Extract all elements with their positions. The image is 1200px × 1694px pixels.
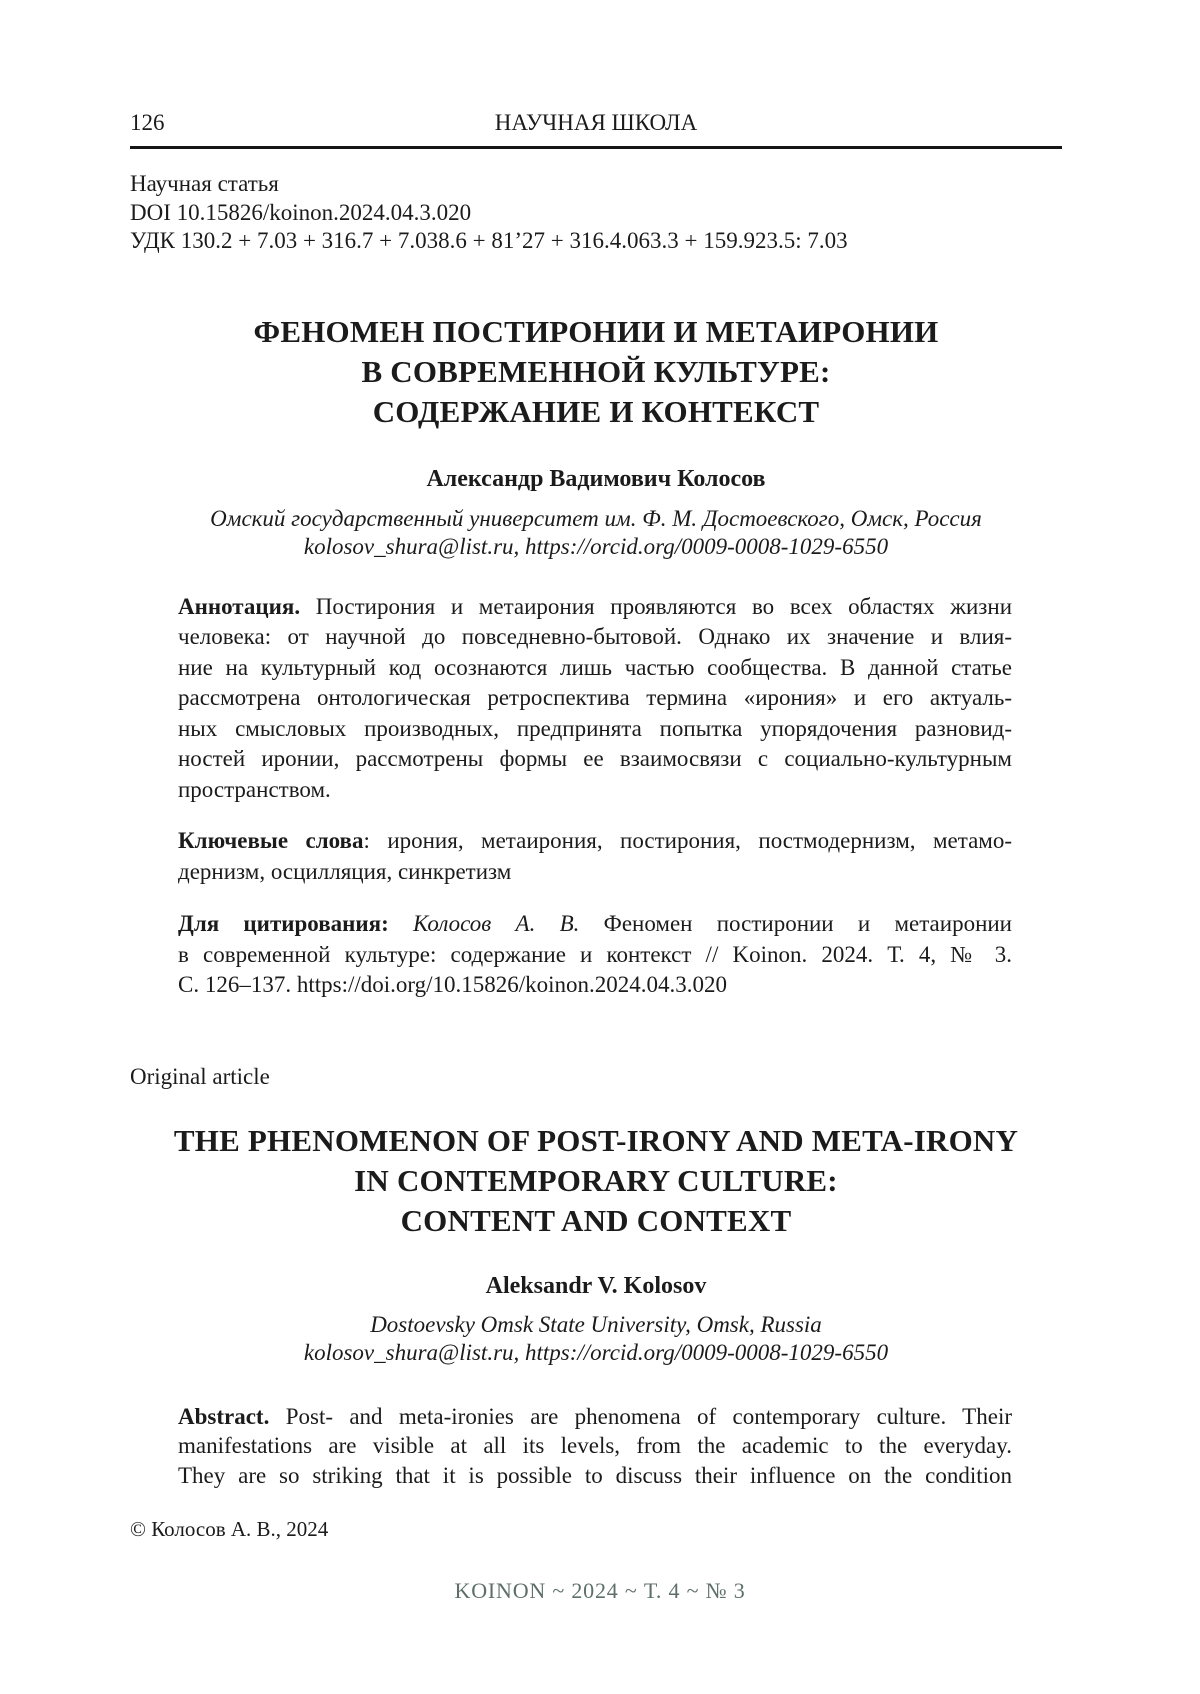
- header-rule: [130, 146, 1062, 149]
- author-ru: Александр Вадимович Колосов: [426, 465, 766, 492]
- title-en: [130, 1121, 1062, 1241]
- title-ru-line-3: СОДЕРЖАНИЕ И КОНТЕКСТ: [372, 393, 820, 429]
- contact-ru: kolosov_shura@list.ru, https://orcid.org/0009-0008-1029-6550: [303, 534, 889, 559]
- copyright-line: © Колосов А. В., 2024: [130, 1517, 329, 1541]
- article-meta: [130, 170, 1062, 256]
- affiliation-ru: Омский государственный университет им. Ф. М. Достоевского, Омск, Россия: [210, 505, 982, 531]
- title-en-line-1: THE PHENOMENON OF POST-IRONY AND META-IRONY: [173, 1122, 1019, 1158]
- running-head: НАУЧНАЯ ШКОЛА: [494, 110, 698, 135]
- abstract-en: [178, 1402, 1012, 1491]
- affiliation-block-en: [130, 1311, 1062, 1368]
- title-ru-line-2: В СОВРЕМЕННОЙ КУЛЬТУРЕ:: [361, 353, 831, 389]
- running-header: [130, 108, 1062, 138]
- title-en-line-3: CONTENT AND CONTEXT: [400, 1202, 792, 1238]
- abstract-label-en: Abstract.: [178, 1403, 270, 1429]
- affiliation-block-ru: [130, 505, 1062, 562]
- affiliation-en: Dostoevsky Omsk State University, Omsk, Russia: [370, 1311, 822, 1337]
- page-number: 126: [130, 110, 165, 135]
- abstract-ru-line: ных смысловых производных, предпринята попытка упорядочения разновид-: [178, 715, 1012, 741]
- citation-author-names: Колосов А. В.: [388, 911, 580, 936]
- doi-line: DOI 10.15826/koinon.2024.04.3.020: [130, 199, 472, 225]
- citation-ru-line: в современной культуре: содержание и контекст // Koinon. 2024. Т. 4, № 3.: [178, 941, 1012, 967]
- abstract-ru: [178, 592, 1012, 806]
- keywords-label-ru: Ключевые слова: [178, 828, 364, 853]
- journal-footer: KOINON ~ 2024 ~ Т. 4 ~ № 3: [454, 1578, 746, 1603]
- udk-line: УДК 130.2 + 7.03 + 316.7 + 7.038.6 + 81’27 + 316.4.063.3 + 159.923.5: 7.03: [130, 228, 848, 253]
- abstract-ru-line: ние на культурный код осознаются лишь частью сообщества. В данной статье: [178, 654, 1012, 680]
- abstract-en-line: They are so striking that it is possible to discuss their influence on the condition: [178, 1462, 1012, 1488]
- abstract-en-line: Abstract. Post- and meta-ironies are phenomena of contemporary culture. Their: [178, 1403, 1012, 1429]
- keywords-ru-line: Ключевые слова: ирония, метаирония, постирония, постмодернизм, метамо-: [178, 828, 1012, 853]
- keywords-ru-line: дернизм, осцилляция, синкретизм: [178, 858, 512, 884]
- contact-en: kolosov_shura@list.ru, https://orcid.org/0009-0008-1029-6550: [303, 1340, 889, 1365]
- abstract-ru-line: Аннотация. Постирония и метаирония проявляются во всех областях жизни: [178, 593, 1012, 619]
- title-en-line-2: IN CONTEMPORARY CULTURE:: [354, 1162, 838, 1198]
- original-article-label: Original article: [130, 1063, 270, 1089]
- citation-ru-line: С. 126–137. https://doi.org/10.15826/koinon.2024.04.3.020: [178, 972, 728, 997]
- author-en: Aleksandr V. Kolosov: [485, 1272, 707, 1299]
- abstract-en-line: manifestations are visible at all its levels, from the academic to the everyday.: [178, 1433, 1012, 1458]
- title-ru: [130, 312, 1062, 432]
- abstract-ru-line: ностей иронии, рассмотрены формы ее взаимосвязи с социально-культурным: [178, 746, 1012, 771]
- abstract-ru-line: человека: от научной до повседневно-бытовой. Однако их значение и влия-: [178, 624, 1012, 649]
- citation-ru-line: Для цитирования: Колосов А. В. Феномен постиронии и метаиронии: [178, 911, 1012, 936]
- citation-label-ru: Для цитирования:: [178, 911, 389, 936]
- abstract-ru-line: пространством.: [178, 776, 331, 802]
- abstract-label-ru: Аннотация.: [178, 593, 301, 619]
- keywords-ru: [178, 826, 1012, 887]
- abstract-ru-line: рассмотрена онтологическая ретроспектива термина «ирония» и его актуаль-: [178, 685, 1012, 710]
- article-type-ru: Научная статья: [130, 171, 279, 196]
- citation-ru: [178, 909, 1012, 1001]
- title-ru-line-1: ФЕНОМЕН ПОСТИРОНИИ И МЕТАИРОНИИ: [253, 313, 939, 349]
